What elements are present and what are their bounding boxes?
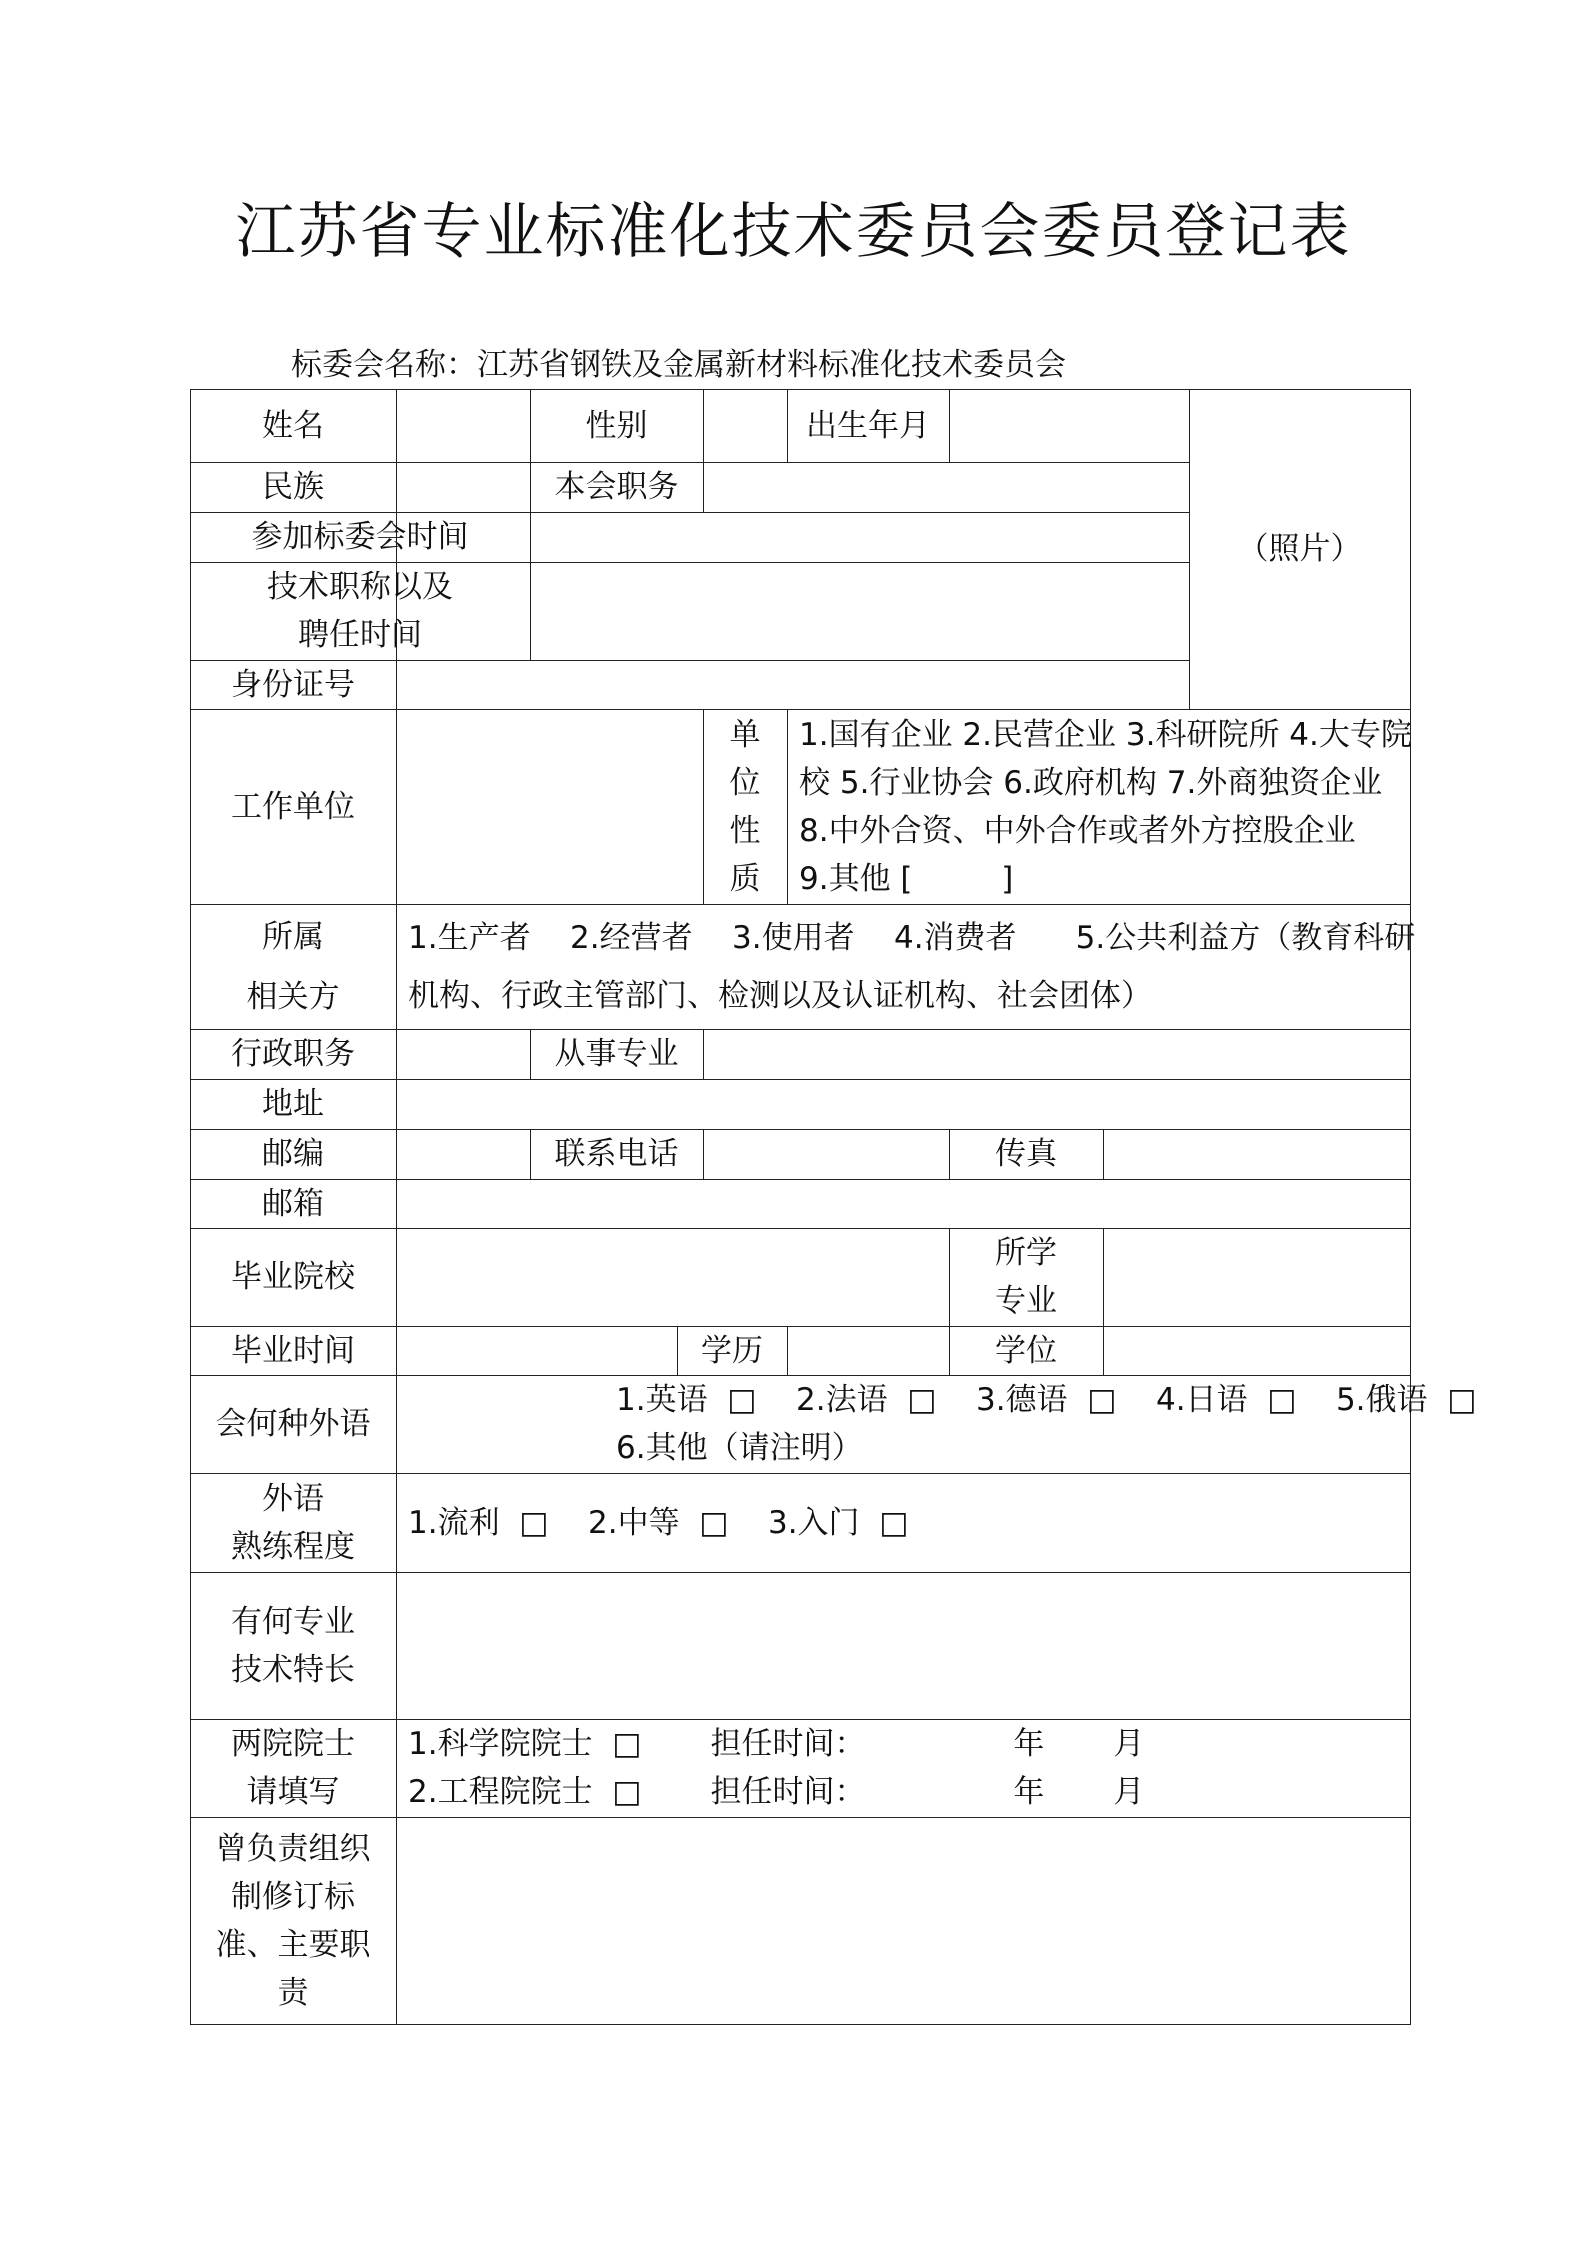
label-degree: 学位: [995, 1332, 1057, 1369]
label-id-number: 身份证号: [231, 666, 355, 703]
degree-field[interactable]: [1103, 1326, 1410, 1375]
stakeholder-line-1: 1.生产者 2.经营者 3.使用者 4.消费者 5.公共利益方（教育科研: [408, 919, 1416, 956]
label-academician: 两院院士 请填写: [231, 1726, 355, 1810]
proficiency-options: 1.流利 □ 2.中等 □ 3.入门 □: [408, 1504, 909, 1541]
label-standards: 曾负责组织 制修订标 准、主要职 责: [215, 1830, 371, 2011]
label-languages: 会何种外语: [215, 1406, 371, 1442]
label-proficiency: 外语 熟练程度: [231, 1480, 355, 1565]
label-gender: 性别: [585, 407, 648, 444]
unit-type-line-2: 校 5.行业协会 6.政府机构 7.外商独资企业: [799, 764, 1383, 801]
birth-field[interactable]: [949, 389, 1189, 462]
label-admin-post: 行政职务: [231, 1036, 355, 1072]
unit-type-line-3: 8.中外合资、中外合作或者外方控股企业: [799, 812, 1356, 849]
title-time-field[interactable]: [530, 562, 1189, 660]
stakeholder-options: [396, 904, 1416, 1029]
join-time-field[interactable]: [530, 512, 1189, 562]
phone-field[interactable]: [703, 1129, 949, 1179]
gender-field[interactable]: [703, 389, 787, 462]
label-expertise: 有何专业 技术特长: [231, 1603, 355, 1688]
label-birth: 出生年月: [806, 407, 930, 444]
school-field[interactable]: [396, 1228, 949, 1326]
education-field[interactable]: [787, 1326, 949, 1375]
fax-field[interactable]: [1103, 1129, 1410, 1179]
employer-field[interactable]: [396, 709, 703, 904]
label-postcode: 邮编: [262, 1136, 324, 1172]
email-field[interactable]: [396, 1179, 1410, 1228]
label-ethnicity: 民族: [262, 469, 324, 505]
languages-line-2: 6.其他（请注明）: [616, 1430, 863, 1466]
label-phone: 联系电话: [554, 1136, 679, 1172]
committee-name: 标委会名称：江苏省钢铁及金属新材料标准化技术委员会: [291, 347, 1066, 383]
languages-options: [396, 1375, 1477, 1473]
position-field[interactable]: [703, 462, 1189, 512]
admin-post-field[interactable]: [396, 1029, 530, 1079]
label-employer: 工作单位: [231, 788, 355, 825]
label-fax: 传真: [995, 1136, 1057, 1172]
photo-placeholder: （照片）: [1237, 531, 1362, 567]
ethnicity-field[interactable]: [396, 462, 530, 512]
grad-time-field[interactable]: [396, 1326, 677, 1375]
label-stakeholder: 所属 相关方: [246, 918, 340, 1015]
id-number-field[interactable]: [396, 660, 1189, 709]
page-title: 江苏省专业标准化技术委员会委员登记表: [235, 197, 1352, 267]
name-field[interactable]: [396, 389, 530, 462]
languages-line-1: 1.英语 □ 2.法语 □ 3.德语 □ 4.日语 □ 5.俄语 □: [616, 1382, 1477, 1418]
label-school: 毕业院校: [231, 1259, 355, 1295]
specialty-field[interactable]: [703, 1029, 1410, 1079]
standards-field[interactable]: [396, 1817, 1410, 2024]
major-field[interactable]: [1103, 1228, 1410, 1326]
label-education: 学历: [701, 1332, 763, 1369]
unit-type-line-4: 9.其他 [ ]: [799, 860, 1014, 897]
expertise-field[interactable]: [396, 1572, 1410, 1719]
label-major: 所学 专业: [995, 1235, 1057, 1319]
label-email: 邮箱: [262, 1185, 324, 1222]
label-unit-type: 单 位 性 质: [729, 716, 761, 897]
label-name: 姓名: [262, 407, 324, 444]
academician-line-1: 1.科学院院士 □ 担任时间： 年 月: [408, 1726, 1145, 1762]
label-join-time: 参加标委会时间: [251, 519, 469, 555]
label-position: 本会职务: [554, 469, 679, 505]
academician-options: [396, 1719, 1410, 1817]
label-specialty: 从事专业: [554, 1036, 679, 1072]
academician-line-2: 2.工程院院士 □ 担任时间： 年 月: [408, 1774, 1145, 1810]
unit-type-line-1: 1.国有企业 2.民营企业 3.科研院所 4.大专院: [799, 716, 1412, 753]
label-title-time: 技术职称以及 聘任时间: [267, 569, 453, 653]
unit-type-options: [787, 709, 1410, 904]
label-grad-time: 毕业时间: [231, 1332, 355, 1369]
address-field[interactable]: [396, 1079, 1410, 1129]
postcode-field[interactable]: [396, 1129, 530, 1179]
stakeholder-line-2: 机构、行政主管部门、检测以及认证机构、社会团体）: [408, 977, 1152, 1014]
label-address: 地址: [262, 1086, 324, 1122]
